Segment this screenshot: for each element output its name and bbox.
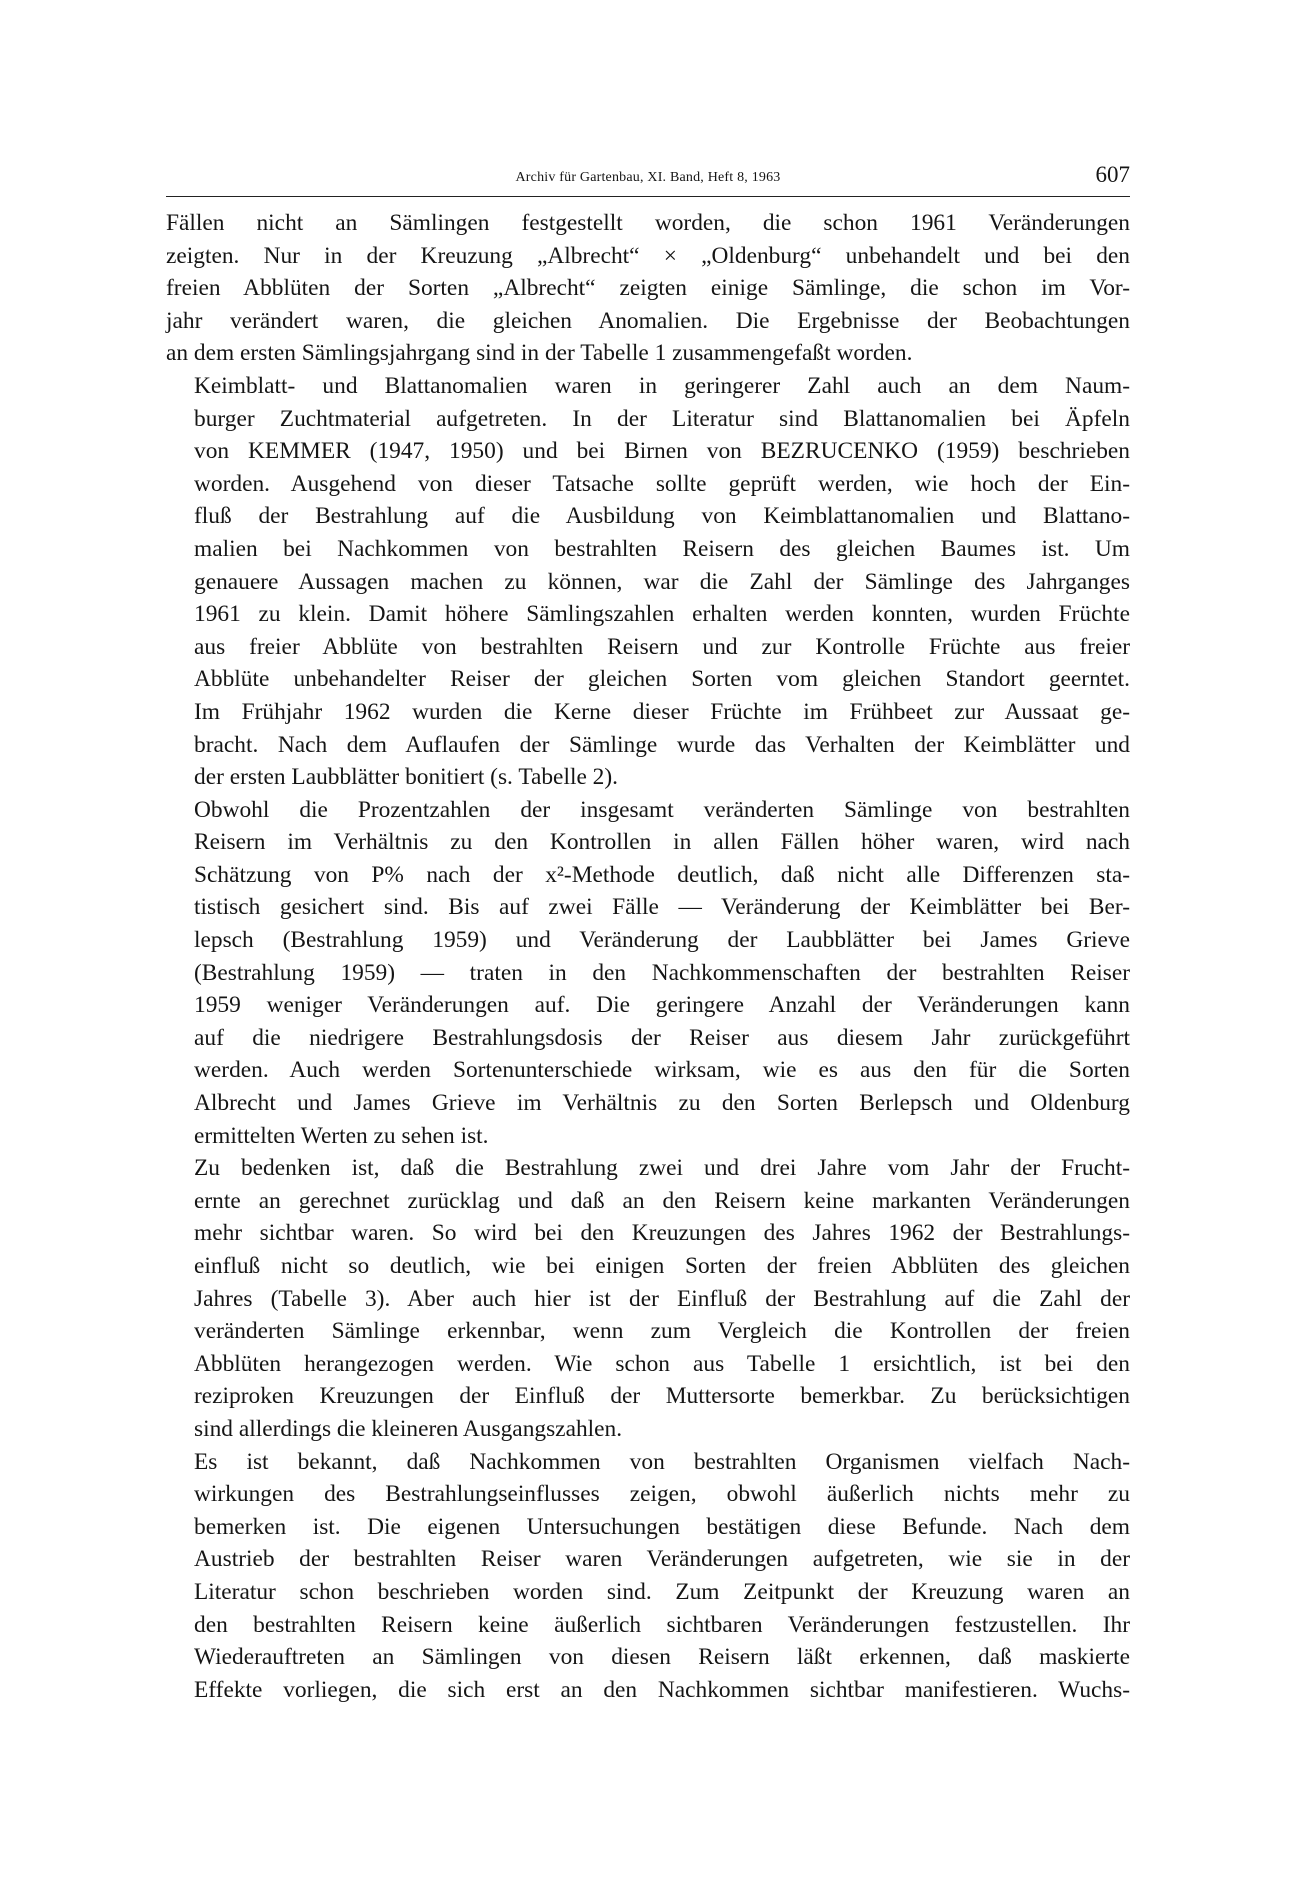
text-line: werden. Auch werden Sortenunterschiede wirksam, wie es aus den für die Sorten	[194, 1057, 1130, 1084]
document-page	[166, 160, 1130, 1706]
text-line: malien bei Nachkommen von bestrahlten Reisern des gleichen Baumes ist. Um	[194, 535, 1130, 562]
text-line: auf die niedrigere Bestrahlungsdosis der Reiser aus diesem Jahr zurückgeführt	[194, 1024, 1130, 1051]
text-line: Reisern im Verhältnis zu den Kontrollen in allen Fällen höher waren, wird nach	[194, 829, 1130, 856]
text-line: Zu bedenken ist, daß die Bestrahlung zwei und drei Jahre vom Jahr der Frucht-	[194, 1155, 1130, 1182]
text-line: reziproken Kreuzungen der Einfluß der Muttersorte bemerkbar. Zu berücksichtigen	[194, 1383, 1130, 1410]
paragraph	[166, 1446, 1130, 1707]
text-line: Fällen nicht an Sämlingen festgestellt worden, die schon 1961 Veränderungen	[166, 210, 1130, 236]
paragraph	[166, 370, 1130, 794]
text-line: zeigten. Nur in der Kreuzung „Albrecht“ × „Oldenburg“ unbehandelt und bei den	[166, 242, 1130, 269]
text-line: 1959 weniger Veränderungen auf. Die geringere Anzahl der Veränderungen kann	[194, 992, 1130, 1019]
text-line: einfluß nicht so deutlich, wie bei einigen Sorten der freien Abblüten des gleichen	[194, 1253, 1130, 1279]
paragraph	[166, 207, 1130, 370]
text-line: an dem ersten Sämlingsjahrgang sind in der Tabelle 1 zusammengefaßt worden.	[166, 340, 913, 367]
text-line: Effekte vorliegen, die sich erst an den Nachkommen sichtbar manifestieren. Wuchs-	[194, 1676, 1130, 1703]
text-line: Es ist bekannt, daß Nachkommen von bestrahlten Organismen vielfach Nach-	[194, 1448, 1130, 1475]
text-line: Abblüten herangezogen werden. Wie schon aus Tabelle 1 ersichtlich, ist bei den	[194, 1350, 1130, 1377]
text-line: Literatur schon beschrieben worden sind. Zum Zeitpunkt der Kreuzung waren an	[194, 1578, 1130, 1605]
text-line: veränderten Sämlinge erkennbar, wenn zum Vergleich die Kontrollen der freien	[194, 1318, 1130, 1345]
text-line: genauere Aussagen machen zu können, war die Zahl der Sämlinge des Jahrganges	[194, 568, 1130, 595]
text-line: Austrieb der bestrahlten Reiser waren Veränderungen aufgetreten, wie sie in der	[194, 1546, 1130, 1573]
text-line: sind allerdings die kleineren Ausgangszahlen.	[194, 1415, 623, 1442]
journal-reference: Archiv für Gartenbau, XI. Band, Heft 8, 1963	[515, 170, 781, 185]
text-line: ernte an gerechnet zurücklag und daß an den Reisern keine markanten Veränderungen	[194, 1187, 1130, 1214]
text-line: wirkungen des Bestrahlungseinflusses zeigen, obwohl äußerlich nichts mehr zu	[194, 1481, 1130, 1508]
text-line: Jahres (Tabelle 3). Aber auch hier ist der Einfluß der Bestrahlung auf die Zahl der	[194, 1285, 1130, 1312]
text-line: Albrecht und James Grieve im Verhältnis zu den Sorten Berlepsch und Oldenburg	[194, 1090, 1130, 1117]
text-line: burger Zuchtmaterial aufgetreten. In der Literatur sind Blattanomalien bei Äpfeln	[194, 405, 1130, 432]
text-line: tistisch gesichert sind. Bis auf zwei Fälle — Veränderung der Keimblätter bei Ber-	[194, 894, 1130, 921]
text-line: von KEMMER (1947, 1950) und bei Birnen von BEZRUCENKO (1959) beschrieben	[194, 438, 1130, 465]
paragraph	[166, 1152, 1130, 1445]
body-text	[166, 207, 1130, 1706]
paragraph	[166, 794, 1130, 1153]
text-line: der ersten Laubblätter bonitiert (s. Tabelle 2).	[194, 764, 619, 791]
text-line: freien Abblüten der Sorten „Albrecht“ zeigten einige Sämlinge, die schon im Vor-	[166, 275, 1130, 302]
text-line: bracht. Nach dem Auflaufen der Sämlinge wurde das Verhalten der Keimblätter und	[194, 731, 1130, 758]
text-line: Im Frühjahr 1962 wurden die Kerne dieser Früchte im Frühbeet zur Aussaat ge-	[194, 698, 1130, 725]
text-line: fluß der Bestrahlung auf die Ausbildung von Keimblattanomalien und Blattano-	[194, 503, 1130, 530]
text-line: Wiederauftreten an Sämlingen von diesen Reisern läßt erkennen, daß maskierte	[194, 1644, 1130, 1671]
text-line: bemerken ist. Die eigenen Untersuchungen bestätigen diese Befunde. Nach dem	[194, 1513, 1130, 1540]
text-line: lepsch (Bestrahlung 1959) und Veränderung der Laubblätter bei James Grieve	[194, 927, 1130, 954]
text-line: den bestrahlten Reisern keine äußerlich sichtbaren Veränderungen festzustellen. Ihr	[194, 1611, 1130, 1638]
text-line: jahr verändert waren, die gleichen Anomalien. Die Ergebnisse der Beobachtungen	[166, 307, 1130, 334]
text-line: mehr sichtbar waren. So wird bei den Kreuzungen des Jahres 1962 der Bestrahlungs-	[194, 1220, 1130, 1247]
text-line: Schätzung von P% nach der x²-Methode deutlich, daß nicht alle Differenzen sta-	[194, 861, 1130, 888]
page-number: 607	[1095, 162, 1130, 187]
text-line: Obwohl die Prozentzahlen der insgesamt veränderten Sämlinge von bestrahlten	[194, 796, 1130, 823]
text-line: aus freier Abblüte von bestrahlten Reisern und zur Kontrolle Früchte aus freier	[194, 633, 1130, 660]
text-line: 1961 zu klein. Damit höhere Sämlingszahlen erhalten werden konnten, wurden Früchte	[194, 601, 1130, 628]
running-header	[166, 160, 1130, 197]
text-line: Abblüte unbehandelter Reiser der gleichen Sorten vom gleichen Standort geerntet.	[194, 666, 1130, 693]
text-line: Keimblatt- und Blattanomalien waren in geringerer Zahl auch an dem Naum-	[194, 372, 1130, 399]
text-line: worden. Ausgehend von dieser Tatsache sollte geprüft werden, wie hoch der Ein-	[194, 470, 1130, 497]
text-line: (Bestrahlung 1959) — traten in den Nachkommenschaften der bestrahlten Reiser	[194, 959, 1130, 986]
text-line: ermittelten Werten zu sehen ist.	[194, 1122, 489, 1149]
